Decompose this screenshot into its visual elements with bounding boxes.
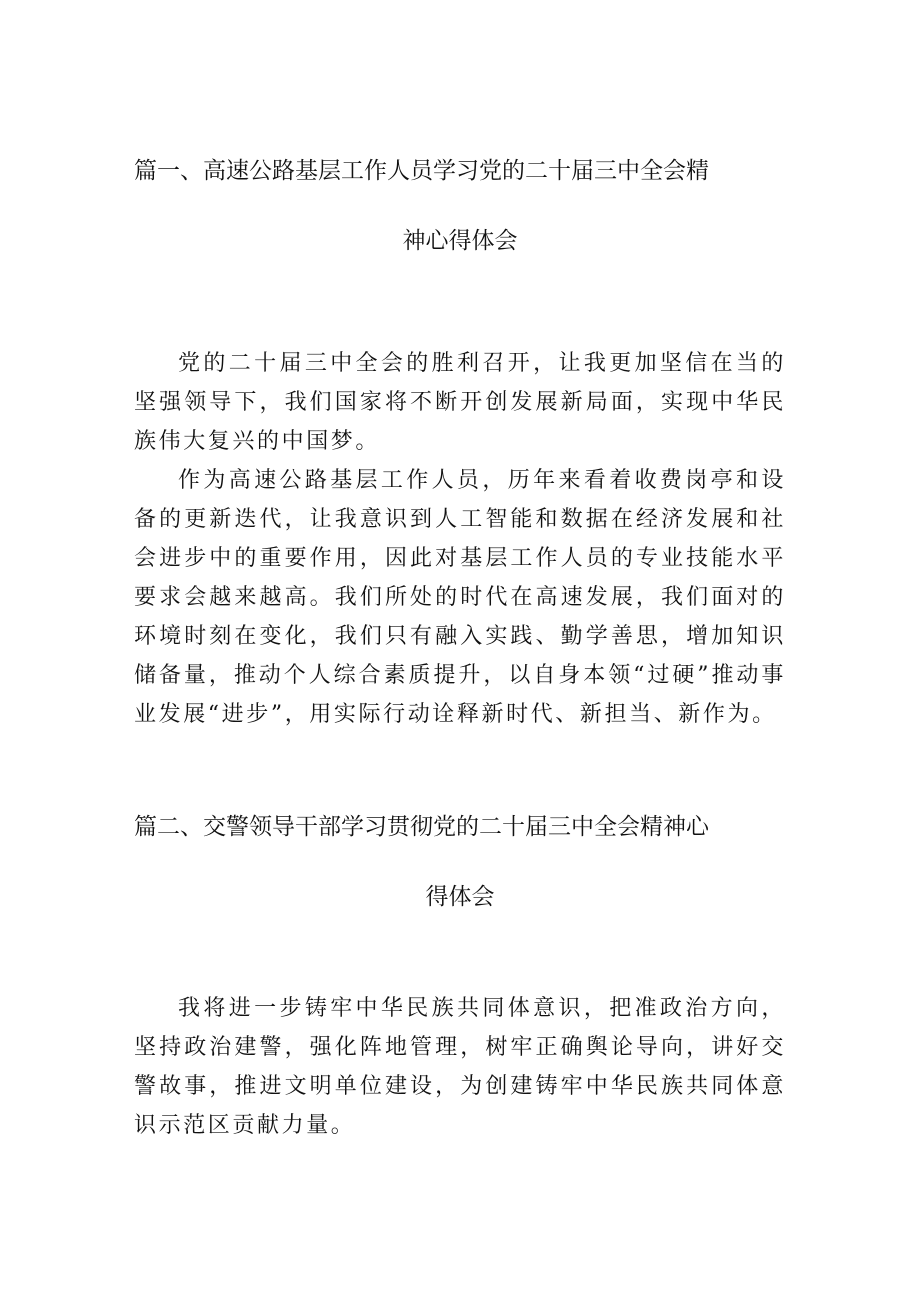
article-1-body (134, 344, 786, 734)
article-1-title-line-2: 神心得体会 (402, 228, 518, 254)
article-1-title (134, 153, 786, 259)
article-2-body (134, 989, 786, 1145)
article-2-paragraph-1: 我将进一步铸牢中华民族共同体意识，把准政治方向，坚持政治建警，强化阵地管理，树牢正确舆论导向，讲好交警故事，推进文明单位建设，为创建铸牢中华民族共同体意识示范区贡献力量。 (134, 996, 786, 1138)
article-1-paragraph-2: 作为高速公路基层工作人员，历年来看着收费岗亭和设备的更新迭代，让我意识到人工智能和数据在经济发展和社会进步中的重要作用，因此对基层工作人员的专业技能水平要求会越来越高。我们所处的时代在高速发展，我们面对的环境时刻在变化，我们只有融入实践、勤学善思，增加知识储备量，推动个人综合素质提升，以自身本领“过硬”推动事业发展“进步”，用实际行动诠释新时代、新担当、新作为。 (134, 468, 786, 727)
article-2-title-line-1: 篇二、交警领导干部学习贯彻党的二十届三中全会精神心 (134, 814, 709, 840)
article-2-title-line-2: 得体会 (425, 884, 495, 910)
article-1-title-line-1: 篇一、高速公路基层工作人员学习党的二十届三中全会精 (134, 158, 709, 184)
article-1-paragraph-1: 党的二十届三中全会的胜利召开，让我更加坚信在当的坚强领导下，我们国家将不断开创发展新局面，实现中华民族伟大复兴的中国梦。 (134, 351, 786, 454)
article-2-title (134, 809, 786, 915)
